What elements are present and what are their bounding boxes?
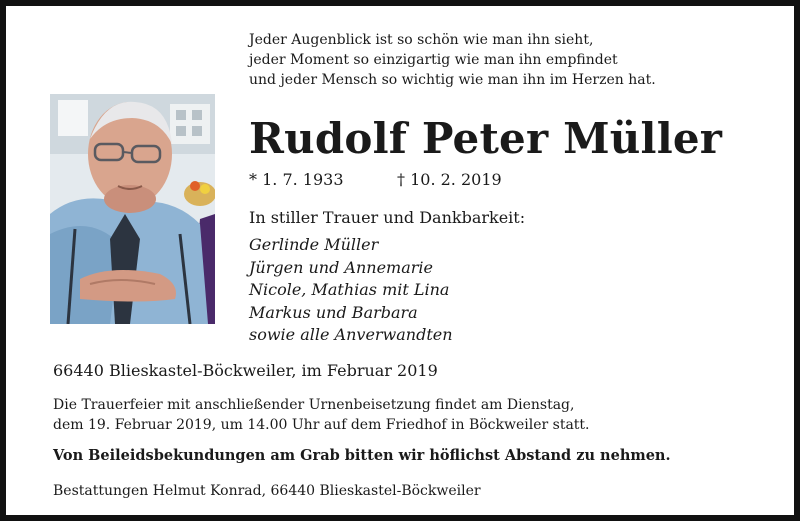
place-and-date: 66440 Blieskastel-Böckweiler, im Februar 2019: [53, 361, 438, 380]
birth-date: * 1. 7. 1933: [249, 170, 344, 189]
mourning-line: In stiller Trauer und Dankbarkeit:: [249, 208, 526, 227]
family-member: Gerlinde Müller: [249, 235, 379, 254]
death-date: † 10. 2. 2019: [397, 170, 502, 189]
condolence-request: Von Beileidsbekundungen am Grab bitten wir höflichst Abstand zu nehmen.: [53, 447, 671, 464]
deceased-name: Rudolf Peter Müller: [249, 114, 723, 163]
life-dates: [249, 169, 502, 191]
family-member: Nicole, Mathias mit Lina: [249, 280, 450, 299]
family-list: [249, 234, 453, 347]
funeral-service-info: [53, 395, 590, 435]
quote-line: und jeder Mensch so wichtig wie man ihn im Herzen hat.: [249, 72, 656, 88]
family-member: Markus und Barbara: [249, 302, 418, 322]
family-member: Jürgen und Annemarie: [249, 257, 433, 277]
quote-line: jeder Moment so einzigartig wie man ihn empfindet: [249, 52, 618, 68]
portrait-photo: [50, 94, 215, 324]
service-line: dem 19. Februar 2019, um 14.00 Uhr auf dem Friedhof in Böckweiler statt.: [53, 417, 590, 433]
memorial-quote: [249, 30, 789, 90]
undertaker-info: Bestattungen Helmut Konrad, 66440 Blieskastel-Böckweiler: [53, 483, 481, 499]
quote-line: Jeder Augenblick ist so schön wie man ihn sieht,: [249, 32, 594, 48]
service-line: Die Trauerfeier mit anschließender Urnenbeisetzung findet am Dienstag,: [53, 397, 575, 413]
family-member: sowie alle Anverwandten: [249, 325, 453, 344]
